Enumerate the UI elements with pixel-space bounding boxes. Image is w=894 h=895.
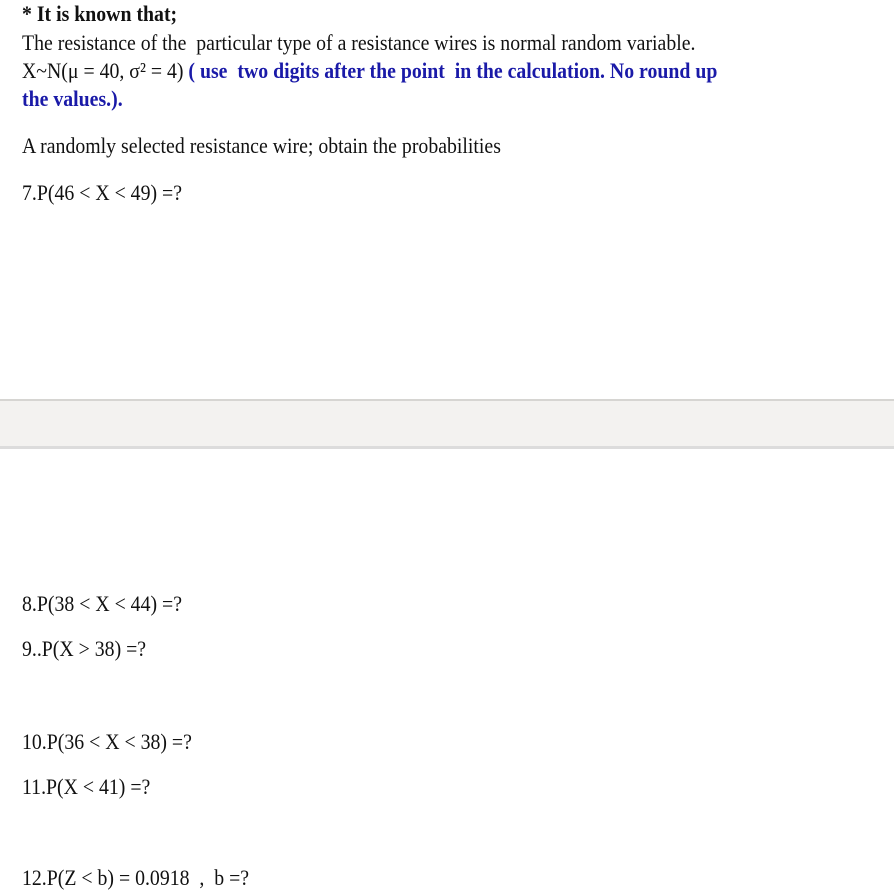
question-number: 10. (22, 729, 47, 754)
question-7 (22, 180, 182, 206)
question-number: 11. (22, 774, 47, 799)
instruction: ( use two digits after the point in the calculation. No round up (183, 58, 718, 83)
question-11 (22, 774, 150, 800)
distribution: X~N(μ = 40, σ² = 4) (22, 58, 184, 83)
question-8 (22, 591, 182, 617)
page-divider (0, 399, 894, 449)
question-12 (22, 865, 249, 891)
question-10 (22, 729, 192, 755)
task-text: A randomly selected resistance wire; obtain the probabilities (22, 133, 501, 158)
question-number: 7. (22, 180, 37, 205)
question-expression: P(36 < X < 38) =? (46, 729, 192, 754)
question-expression: P(Z < b) = 0.0918 , b =? (46, 865, 250, 890)
question-9 (22, 636, 146, 662)
question-number: 9.. (22, 636, 42, 661)
problem-sentence: The resistance of the particular type of a resistance wires is normal random variable. (22, 30, 696, 55)
question-number: 8. (22, 591, 37, 616)
heading: * It is known that; (22, 1, 178, 26)
question-expression: P(38 < X < 44) =? (36, 591, 182, 616)
question-expression: P(X > 38) =? (41, 636, 147, 661)
question-number: 12. (22, 865, 47, 890)
distribution-line (22, 58, 717, 84)
instruction-continued: the values.). (22, 86, 123, 111)
question-expression: P(46 < X < 49) =? (36, 180, 182, 205)
question-expression: P(X < 41) =? (46, 774, 151, 799)
